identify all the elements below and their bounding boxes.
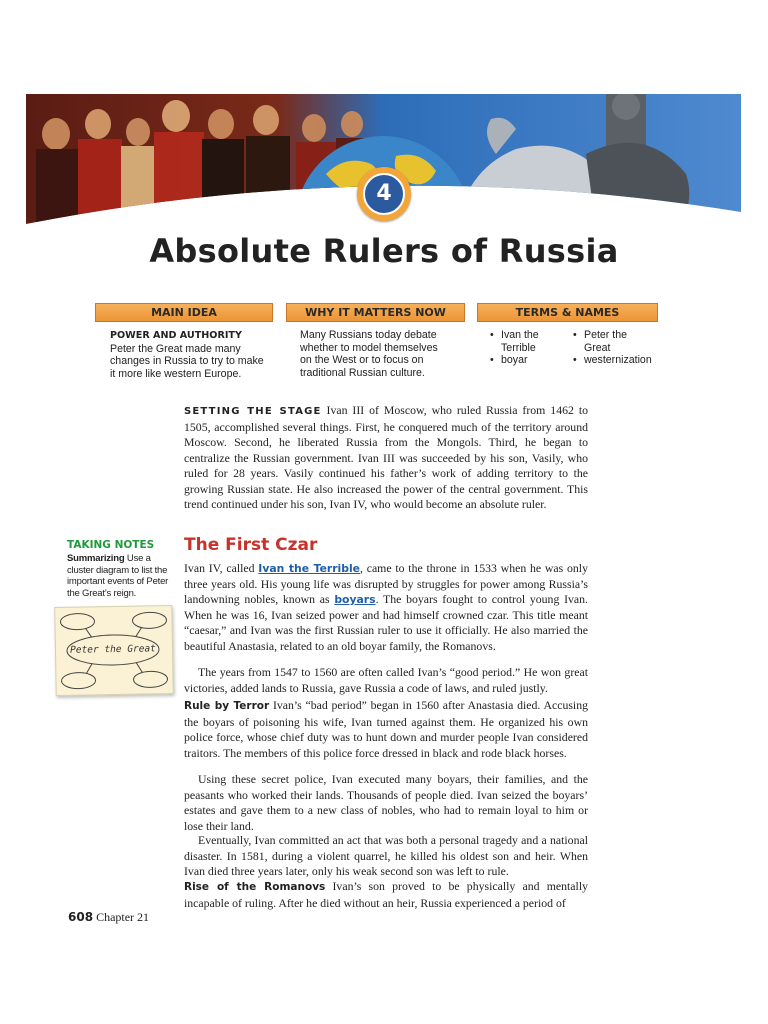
term-item-boyar: • boyar xyxy=(489,354,561,367)
term-item-westernization: • westernization xyxy=(572,354,662,367)
taking-notes-text xyxy=(67,553,172,599)
why-it-matters-header: WHY IT MATTERS NOW xyxy=(286,303,465,322)
secret-police-paragraph: Using these secret police, Ivan executed many boyars, their families, and the peasants who worked their lands. Thousands of people died. Ivan seized the boyars’ estates and gave them to a new class of nobles, who had to remain loyal to him or lose their land. xyxy=(184,772,588,833)
rule-by-terror-paragraph xyxy=(184,698,588,761)
taking-notes-body: Use a cluster diagram to list the important events of Peter the Great’s reign. xyxy=(67,553,169,599)
first-czar-paragraph xyxy=(184,561,588,654)
rule-by-terror-heading: Rule by Terror xyxy=(184,700,270,712)
cluster-diagram xyxy=(54,605,174,696)
page-title: Absolute Rulers of Russia xyxy=(149,232,619,270)
chapter-number: 4 xyxy=(363,173,405,215)
cluster-center-label: Peter the Great xyxy=(69,643,156,656)
first-czar-text-a: Ivan IV, called xyxy=(184,561,255,575)
why-it-matters-text: Many Russians today debate whether to model themselves on the West or to focus on traditional Russian culture. xyxy=(300,329,438,379)
terms-list-2 xyxy=(572,329,662,367)
first-czar-text-c: . The boyars fought to control young Ivan. When he was 16, Ivan seized power and had himself crowned czar. This title meant “caesar,” and Ivan was the first Russian ruler to use it officially. He also married the beautiful Anastasia, related to an old boyar family, the Romanovs. xyxy=(184,592,588,653)
term-ivan-the-terrible[interactable]: Ivan the Terrible xyxy=(258,562,360,575)
rise-of-romanovs-heading: Rise of the Romanovs xyxy=(184,881,326,893)
page-footer xyxy=(68,910,149,925)
term-item-peter: • Peter the Great xyxy=(572,329,644,354)
setting-the-stage-lead: SETTING THE STAGE xyxy=(184,406,322,417)
rise-of-romanovs-text: Ivan’s son proved to be physically and mentally incapable of ruling. After he died without an heir, Russia experienced a period of xyxy=(184,879,589,910)
rule-by-terror-text: Ivan’s “bad period” began in 1560 after Anastasia died. Accusing the boyars of poisoning his wife, Ivan turned against them. He organized his own police force, whose chief duty was to hunt down and murder people Ivan considered traitors. The members of this police force dressed in black and rode black horses. xyxy=(184,698,589,760)
chapter-number-badge xyxy=(357,167,411,221)
section-heading: The First Czar xyxy=(184,535,318,555)
main-idea-body: Peter the Great made many changes in Russia to try to make it more like western Europe. xyxy=(110,342,264,380)
chapter-label: Chapter 21 xyxy=(96,910,150,924)
good-period-paragraph: The years from 1547 to 1560 are often called Ivan’s “good period.” He won great victories, added lands to Russia, gave Russia a code of laws, and ruled justly. xyxy=(184,665,588,695)
terms-list-1 xyxy=(489,329,561,367)
taking-notes-title: TAKING NOTES xyxy=(67,539,155,551)
main-idea-text xyxy=(110,329,265,380)
rise-of-romanovs-paragraph xyxy=(184,879,588,911)
term-boyars[interactable]: boyars xyxy=(334,593,376,606)
taking-notes-lead: Summarizing xyxy=(67,553,125,564)
national-disaster-paragraph: Eventually, Ivan committed an act that was both a personal tragedy and a national disaster. In 1581, during a violent quarrel, he killed his oldest son and heir. When Ivan died three years later, only his weak second son was left to rule. xyxy=(184,833,588,878)
setting-the-stage-paragraph xyxy=(184,403,588,513)
terms-names-header: TERMS & NAMES xyxy=(477,303,658,322)
page-number: 608 xyxy=(68,910,94,924)
term-item-ivan: • Ivan the Terrible xyxy=(489,329,561,354)
first-czar-text-b: , came to the throne in 1533 when he was only three years old. His young life was disrupted by struggles for power among Russia’s landowning nobles, known as xyxy=(184,561,588,606)
main-idea-lead: POWER AND AUTHORITY xyxy=(110,330,242,341)
main-idea-header: MAIN IDEA xyxy=(95,303,273,322)
setting-the-stage-text: Ivan III of Moscow, who ruled Russia from 1462 to 1505, accomplished several things. First, he conquered much of the territory around Moscow. Second, he liberated Russia from the Mongols. Third, he began to centralize the Russian government. Ivan III was succeeded by his son, Vasily, who ruled for 28 years. Vasily continued his father’s work of adding territory to the growing Russian state. He also increased the power of the central government. This trend continued under his son, Ivan IV, who would become an absolute ruler. xyxy=(184,403,588,511)
